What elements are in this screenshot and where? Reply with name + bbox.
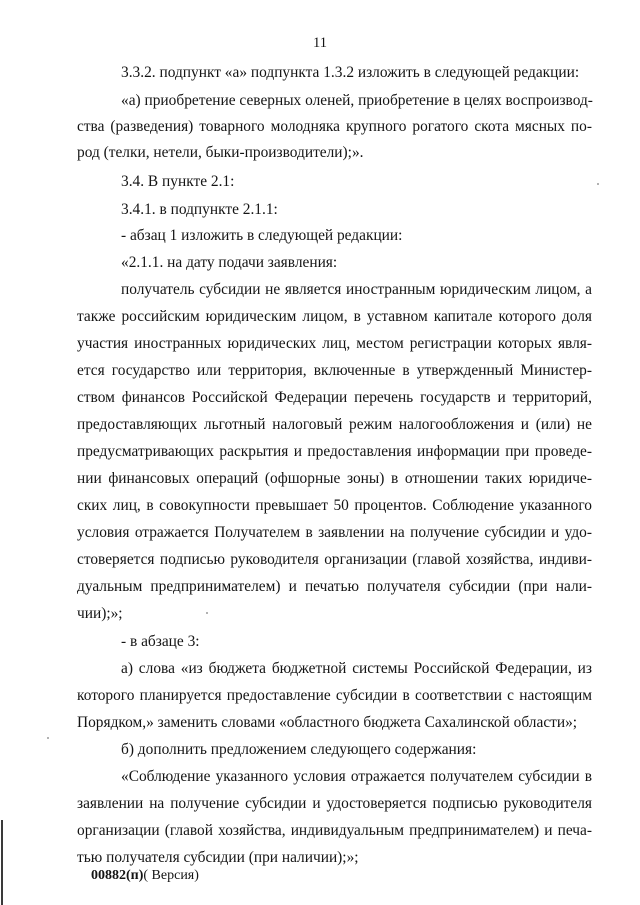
text-line: чии);»;	[77, 605, 123, 622]
footer-code: 00882(п)	[91, 868, 144, 883]
text-line: которого планируется предоставление субсидии в соответствии с настоящим	[77, 687, 592, 704]
text-line: стоверяется подписью руководителя организации (главой хозяйства, индиви-	[77, 551, 592, 568]
text-line: Порядком,» заменить словами «областного бюджета Сахалинской области»;	[77, 714, 578, 731]
text-line: «Соблюдение указанного условия отражается получателем субсидии в	[121, 768, 592, 785]
text-line: б) дополнить предложением следующего содержания:	[121, 741, 477, 758]
text-line: предусматривающих раскрытия и предоставления информации при проведе-	[77, 443, 592, 460]
text-line: заявлении на получение субсидии и удостоверяется подписью руководителя	[77, 795, 592, 812]
text-line: ских лиц, в совокупности превышает 50 процентов. Соблюдение указанного	[77, 497, 592, 514]
text-line: участия иностранных юридических лиц, местом регистрации которых явля-	[77, 335, 592, 352]
text-line: тью получателя субсидии (при наличии);»;	[77, 849, 359, 866]
text-line: ства (разведения) товарного молодняка крупного рогатого скота мясных по-	[77, 118, 592, 135]
text-line: 3.3.2. подпункт «а» подпункта 1.3.2 изложить в следующей редакции:	[121, 64, 580, 81]
text-line: 3.4.1. в подпункте 2.1.1:	[121, 201, 278, 218]
text-line: 3.4. В пункте 2.1:	[121, 173, 235, 190]
text-line: род (телки, нетели, быки-производители);».	[77, 144, 364, 161]
text-line: ством финансов Российской Федерации перечень государств и территорий,	[77, 389, 592, 406]
text-line: организации (главой хозяйства, индивидуальным предпринимателем) и печа-	[77, 822, 592, 839]
page-number: 11	[313, 35, 327, 51]
footer-version: ( Версия)	[143, 868, 199, 883]
text-line: ется государство или территория, включенные в утвержденный Министер-	[77, 362, 592, 379]
scan-speck	[597, 183, 599, 185]
text-line: получатель субсидии не является иностранным юридическим лицом, а	[121, 281, 592, 298]
document-footer	[91, 867, 199, 885]
text-line: предоставляющих льготный налоговый режим налогообложения и (или) не	[77, 416, 592, 433]
scan-speck	[47, 737, 49, 739]
text-line: условия отражается Получателем в заявлении на получение субсидии и удо-	[77, 524, 592, 541]
scan-speck	[206, 612, 208, 614]
text-line: - в абзаце 3:	[121, 633, 200, 650]
text-line: «а) приобретение северных оленей, приобретение в целях воспроизвод-	[121, 92, 593, 109]
text-line: также российским юридическим лицом, в уставном капитале которого доля	[77, 308, 592, 325]
text-line: дуальным предпринимателем) и печатью получателя субсидии (при нали-	[77, 578, 592, 595]
text-line: нии финансовых операций (офшорные зоны) в отношении таких юридиче-	[77, 470, 592, 487]
text-line: «2.1.1. на дату подачи заявления:	[121, 254, 338, 271]
scan-edge-mark	[1, 820, 3, 905]
text-line: - абзац 1 изложить в следующей редакции:	[121, 227, 403, 244]
text-line: а) слова «из бюджета бюджетной системы Российской Федерации, из	[121, 660, 592, 677]
